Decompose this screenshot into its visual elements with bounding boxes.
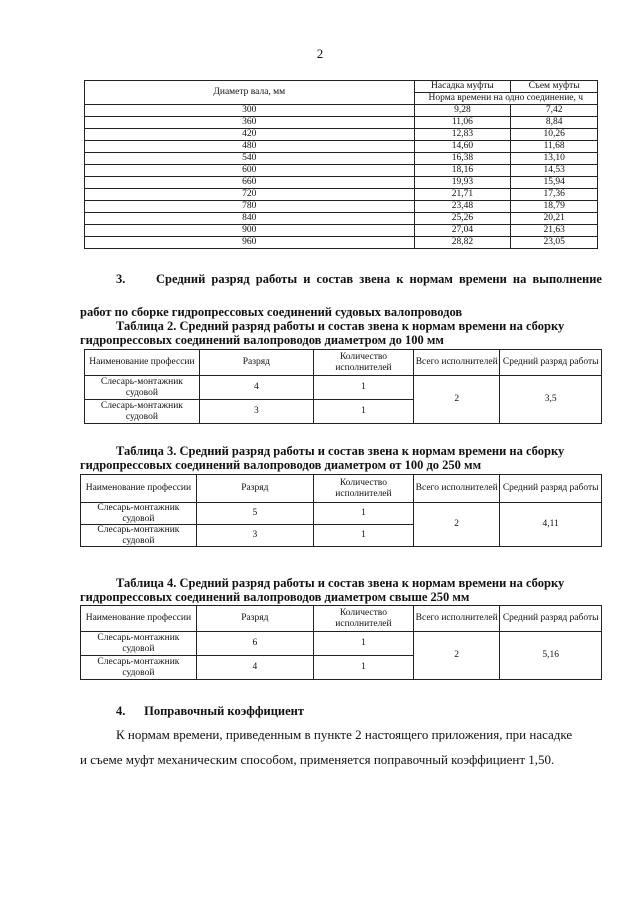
table-row: [85, 141, 598, 153]
table-row: [85, 376, 602, 400]
cell-avg: 3,5: [500, 376, 602, 424]
table-2-caption-line2: гидропрессовых соединений валопроводов диаметром до 100 мм: [80, 332, 444, 347]
section-4-number: 4.: [116, 704, 126, 718]
cell-fit: 16,38: [414, 153, 511, 165]
cell-count: 1: [313, 632, 413, 656]
cell-fit: 27,04: [414, 225, 511, 237]
section-4-text-line1: К нормам времени, приведенным в пункте 2 настоящего приложения, при насадке: [116, 727, 573, 742]
table-row: [85, 129, 598, 141]
table-row: [81, 503, 602, 525]
cell-profession: Слесарь-монтажник судовой: [85, 376, 200, 400]
cell-avg: 5,16: [500, 632, 602, 680]
header-coupling-removal: Съем муфты: [511, 81, 598, 93]
header-avg: Средний разряд работы: [500, 606, 602, 632]
cell-total: 2: [414, 376, 500, 424]
table-3-caption: [80, 444, 602, 473]
header-profession: Наименование профессии: [85, 350, 200, 376]
table-row: [85, 237, 598, 249]
header-time-norm: Норма времени на одно соединение, ч: [414, 93, 597, 105]
header-count: Количество исполнителей: [313, 606, 413, 632]
table-row: [85, 225, 598, 237]
cell-total: 2: [413, 632, 499, 680]
cell-count: 1: [313, 400, 413, 424]
time-norms-table: [84, 80, 598, 249]
section-4-paragraph: [80, 723, 602, 772]
section-3-number: 3.: [116, 272, 126, 286]
table-3: [80, 474, 602, 547]
header-count: Количество исполнителей: [313, 350, 413, 376]
cell-diameter: 960: [85, 237, 415, 249]
cell-fit: 11,06: [414, 117, 511, 129]
cell-grade: 3: [199, 400, 313, 424]
cell-diameter: 840: [85, 213, 415, 225]
cell-removal: 18,79: [511, 201, 598, 213]
cell-profession: Слесарь-монтажник судовой: [81, 632, 197, 656]
cell-diameter: 420: [85, 129, 415, 141]
header-avg: Средний разряд работы: [500, 475, 602, 503]
table-4-caption-line2: гидропрессовых соединений валопроводов диаметром свыше 250 мм: [80, 589, 470, 604]
table-2-caption: [80, 319, 602, 348]
cell-count: 1: [313, 656, 413, 680]
header-avg: Средний разряд работы: [500, 350, 602, 376]
cell-diameter: 780: [85, 201, 415, 213]
cell-profession: Слесарь-монтажник судовой: [81, 525, 197, 547]
cell-count: 1: [313, 525, 413, 547]
table-2: [84, 349, 602, 424]
table-row: [81, 632, 602, 656]
cell-removal: 14,53: [511, 165, 598, 177]
cell-removal: 10,26: [511, 129, 598, 141]
table-4: [80, 605, 602, 680]
cell-diameter: 900: [85, 225, 415, 237]
cell-removal: 23,05: [511, 237, 598, 249]
cell-removal: 21,63: [511, 225, 598, 237]
section-4-text-line2: и съеме муфт механическим способом, применяется поправочный коэффициент 1,50.: [80, 751, 555, 767]
cell-diameter: 600: [85, 165, 415, 177]
cell-total: 2: [413, 503, 499, 547]
table-3-caption-line1: Таблица 3. Средний разряд работы и состав звена к нормам времени на сборку: [116, 444, 565, 458]
cell-removal: 7,42: [511, 105, 598, 117]
header-coupling-fit: Насадка муфты: [414, 81, 511, 93]
cell-count: 1: [313, 376, 413, 400]
header-grade: Разряд: [199, 350, 313, 376]
cell-removal: 20,21: [511, 213, 598, 225]
table-row: [85, 117, 598, 129]
cell-diameter: 300: [85, 105, 415, 117]
section-3-title-line2: работ по сборке гидропрессовых соединений судовых валопроводов: [80, 305, 463, 320]
cell-fit: 28,82: [414, 237, 511, 249]
cell-profession: Слесарь-монтажник судовой: [85, 400, 200, 424]
cell-grade: 4: [196, 656, 313, 680]
cell-removal: 11,68: [511, 141, 598, 153]
table-row: [85, 201, 598, 213]
header-total: Всего исполнителей: [413, 475, 499, 503]
cell-fit: 9,28: [414, 105, 511, 117]
cell-fit: 25,26: [414, 213, 511, 225]
header-shaft-diameter: Диаметр вала, мм: [85, 81, 415, 105]
table-row: [85, 189, 598, 201]
table-4-caption: [80, 576, 602, 605]
section-3-title-line1: Средний разряд работы и состав звена к нормам времени на выполнение: [156, 272, 602, 286]
cell-removal: 8,84: [511, 117, 598, 129]
cell-diameter: 660: [85, 177, 415, 189]
cell-grade: 3: [196, 525, 313, 547]
header-profession: Наименование профессии: [81, 475, 197, 503]
header-grade: Разряд: [196, 606, 313, 632]
cell-fit: 14,60: [414, 141, 511, 153]
cell-fit: 19,93: [414, 177, 511, 189]
cell-diameter: 480: [85, 141, 415, 153]
table-2-caption-line1: Таблица 2. Средний разряд работы и состав звена к нормам времени на сборку: [116, 319, 565, 333]
header-count: Количество исполнителей: [313, 475, 413, 503]
cell-fit: 12,83: [414, 129, 511, 141]
table-row: [85, 153, 598, 165]
table-4-caption-line1: Таблица 4. Средний разряд работы и состав звена к нормам времени на сборку: [116, 576, 565, 590]
cell-grade: 5: [196, 503, 313, 525]
cell-count: 1: [313, 503, 413, 525]
cell-fit: 23,48: [414, 201, 511, 213]
section-4-title: Поправочный коэффициент: [144, 704, 304, 718]
cell-fit: 21,71: [414, 189, 511, 201]
section-4-heading: [116, 704, 304, 720]
header-total: Всего исполнителей: [414, 350, 500, 376]
table-row: [85, 165, 598, 177]
cell-diameter: 720: [85, 189, 415, 201]
table-row: [85, 105, 598, 117]
cell-removal: 15,94: [511, 177, 598, 189]
cell-avg: 4,11: [500, 503, 602, 547]
cell-diameter: 360: [85, 117, 415, 129]
cell-profession: Слесарь-монтажник судовой: [81, 656, 197, 680]
cell-profession: Слесарь-монтажник судовой: [81, 503, 197, 525]
cell-fit: 18,16: [414, 165, 511, 177]
table-3-caption-line2: гидропрессовых соединений валопроводов диаметром от 100 до 250 мм: [80, 457, 482, 472]
cell-diameter: 540: [85, 153, 415, 165]
table-row: [85, 177, 598, 189]
table-row: [85, 213, 598, 225]
cell-removal: 17,36: [511, 189, 598, 201]
cell-grade: 4: [199, 376, 313, 400]
cell-grade: 6: [196, 632, 313, 656]
page-number: 2: [316, 46, 324, 61]
section-3-heading: [80, 272, 602, 321]
header-profession: Наименование профессии: [81, 606, 197, 632]
header-grade: Разряд: [196, 475, 313, 503]
cell-removal: 13,10: [511, 153, 598, 165]
header-total: Всего исполнителей: [413, 606, 499, 632]
